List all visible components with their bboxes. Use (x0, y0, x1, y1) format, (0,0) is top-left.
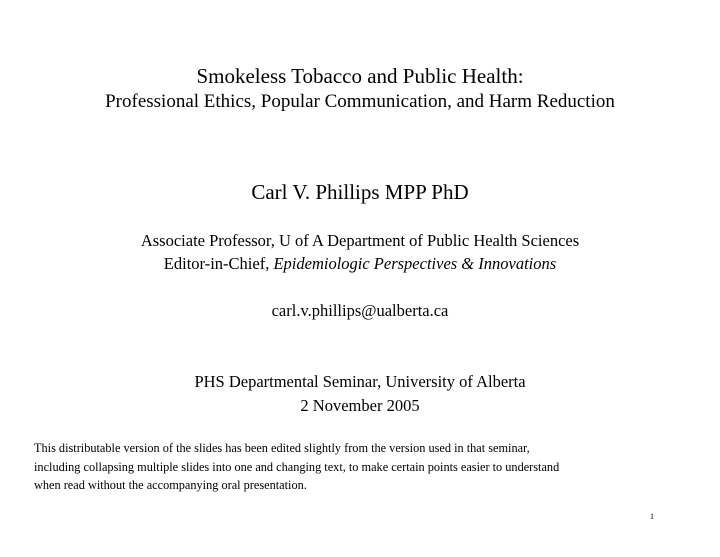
journal-title: Epidemiologic Perspectives & Innovations (273, 254, 557, 273)
page-number: 1 (650, 512, 654, 521)
editor-role-label: Editor-in-Chief, (163, 254, 274, 273)
author-email: carl.v.phillips@ualberta.ca (271, 301, 449, 320)
slide-title: Smokeless Tobacco and Public Health: (196, 64, 524, 88)
author-name: Carl V. Phillips MPP PhD (251, 180, 469, 204)
note-line: including collapsing multiple slides into one and changing text, to make certain points easier to understand (34, 459, 560, 474)
seminar-name: PHS Departmental Seminar, University of Alberta (194, 372, 526, 391)
slide-subtitle: Professional Ethics, Popular Communication, and Harm Reduction (105, 91, 615, 112)
seminar-date: 2 November 2005 (300, 396, 420, 415)
distribution-note (34, 439, 694, 495)
affiliation-editor (0, 253, 720, 275)
note-line: This distributable version of the slides has been edited slightly from the version used in that seminar, (34, 441, 530, 455)
note-line: when read without the accompanying oral presentation. (34, 478, 307, 492)
affiliation-position: Associate Professor, U of A Department of Public Health Sciences (140, 231, 580, 250)
